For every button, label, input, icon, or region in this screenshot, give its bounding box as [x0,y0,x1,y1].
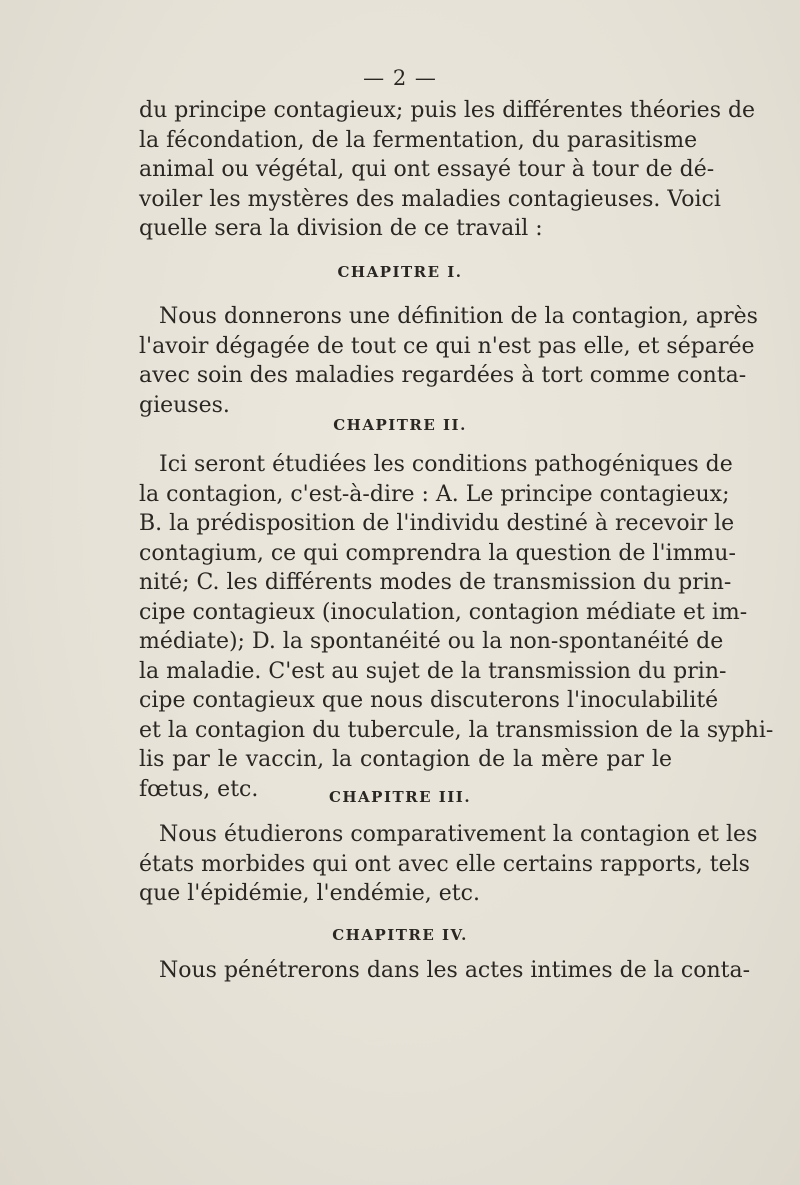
page-number: — 2 — [363,66,437,90]
paragraph-intro [139,96,756,244]
chapter-heading-4: CHAPITRE IV. [332,926,468,944]
chapter-heading-3: CHAPITRE III. [328,788,472,806]
text-line: quelle sera la division de ce travail : [139,216,543,241]
text-line: Nous donnerons une définition de la contagion, après [159,304,758,329]
text-line: lis par le vaccin, la contagion de la mère par le [139,747,672,772]
text-line: l'avoir dégagée de tout ce qui n'est pas elle, et séparée [139,333,755,359]
text-line: avec soin des maladies regardées à tort comme conta- [139,363,747,388]
chapter-heading-1: CHAPITRE I. [337,263,463,281]
text-line: animal ou végétal, qui ont essayé tour à tour de dé- [139,157,715,182]
text-line: états morbides qui ont avec elle certains rapports, tels [139,851,750,877]
text-line: la fécondation, de la fermentation, du parasitisme [139,127,698,153]
text-line: gieuses. [139,392,230,418]
text-line: Nous étudierons comparativement la contagion et les [159,822,758,847]
paragraph-chapter-3 [139,820,758,909]
text-line: nité; C. les différents modes de transmission du prin- [139,570,732,595]
text-line: fœtus, etc. [139,776,259,802]
text-line: Nous pénétrerons dans les actes intimes de la conta- [159,958,751,983]
text-line: que l'épidémie, l'endémie, etc. [139,881,480,906]
text-line: B. la prédisposition de l'individu destiné à recevoir le [139,511,735,536]
text-line: et la contagion du tubercule, la transmission de la syphi- [139,717,774,743]
text-line: voiler les mystères des maladies contagieuses. Voici [139,186,721,212]
text-line: cipe contagieux que nous discuterons l'inoculabilité [139,688,719,713]
chapter-heading-2: CHAPITRE II. [333,416,467,434]
paragraph-chapter-4 [139,956,751,986]
paragraph-chapter-1 [139,302,758,420]
text-line: Ici seront étudiées les conditions pathogéniques de [159,452,733,477]
text-line: contagium, ce qui comprendra la question de l'immu- [139,540,736,566]
text-line: la maladie. C'est au sujet de la transmission du prin- [139,658,727,684]
text-line: la contagion, c'est-à-dire : A. Le principe contagieux; [139,481,730,507]
text-line: médiate); D. la spontanéité ou la non-spontanéité de [139,629,724,654]
text-line: cipe contagieux (inoculation, contagion médiate et im- [139,599,748,625]
text-line: du principe contagieux; puis les différentes théories de [139,98,756,123]
paragraph-chapter-2 [139,450,774,804]
